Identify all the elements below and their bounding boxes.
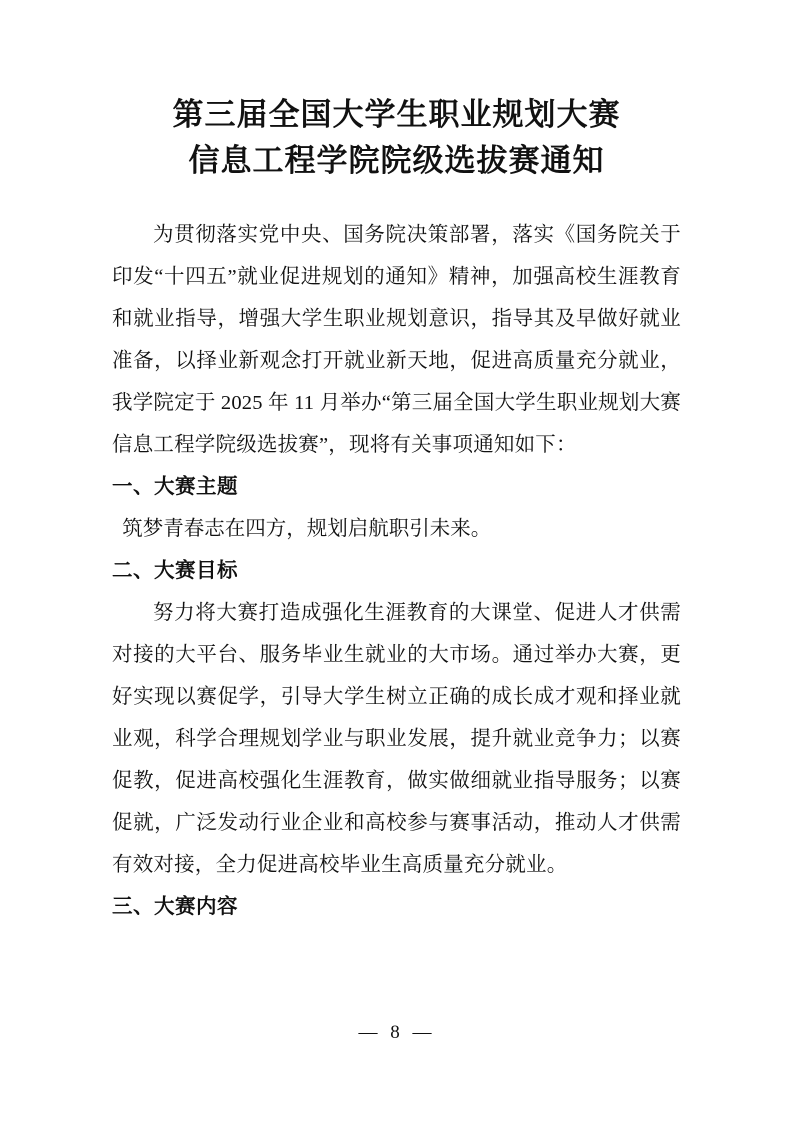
section-heading-1: 一、大赛主题	[112, 476, 238, 498]
section-heading-2: 二、大赛目标	[112, 560, 238, 582]
page-footer	[0, 1022, 793, 1044]
section-body-2: 努力将大赛打造成强化生涯教育的大课堂、促进人才供需对接的大平台、服务毕业生就业的大市场。通过举办大赛，更好实现以赛促学，引导大学生树立正确的成长成才观和择业就业观，科学合理规划学业与职业发展，提升就业竞争力；以赛促教，促进高校强化生涯教育，做实做细就业指导服务；以赛促就，广泛发动行业企业和高校参与赛事活动，推动人才供需有效对接，全力促进高校毕业生高质量充分就业。	[112, 602, 681, 876]
page-number: 8	[390, 1022, 403, 1043]
section-heading-3: 三、大赛内容	[112, 896, 238, 918]
footer-dash-left: —	[358, 1022, 381, 1043]
document-body	[112, 214, 681, 928]
page-title	[112, 78, 681, 184]
footer-dash-right: —	[412, 1022, 435, 1043]
title-line-2: 信息工程学院院级选拔赛通知	[188, 143, 605, 178]
title-line-1: 第三届全国大学生职业规划大赛	[172, 97, 621, 132]
intro-paragraph: 为贯彻落实党中央、国务院决策部署，落实《国务院关于印发“十四五”就业促进规划的通知》精神，加强高校生涯教育和就业指导，增强大学生职业规划意识，指导其及早做好就业准备，以择业新观念打开就业新天地，促进高质量充分就业，我学院定于 2025 年 11 月举办“第三届全国大学生职业规划大赛信息工程学院级选拔赛”，现将有关事项通知如下：	[112, 224, 681, 456]
section-body-1: 筑梦青春志在四方，规划启航职引未来。	[122, 518, 492, 540]
